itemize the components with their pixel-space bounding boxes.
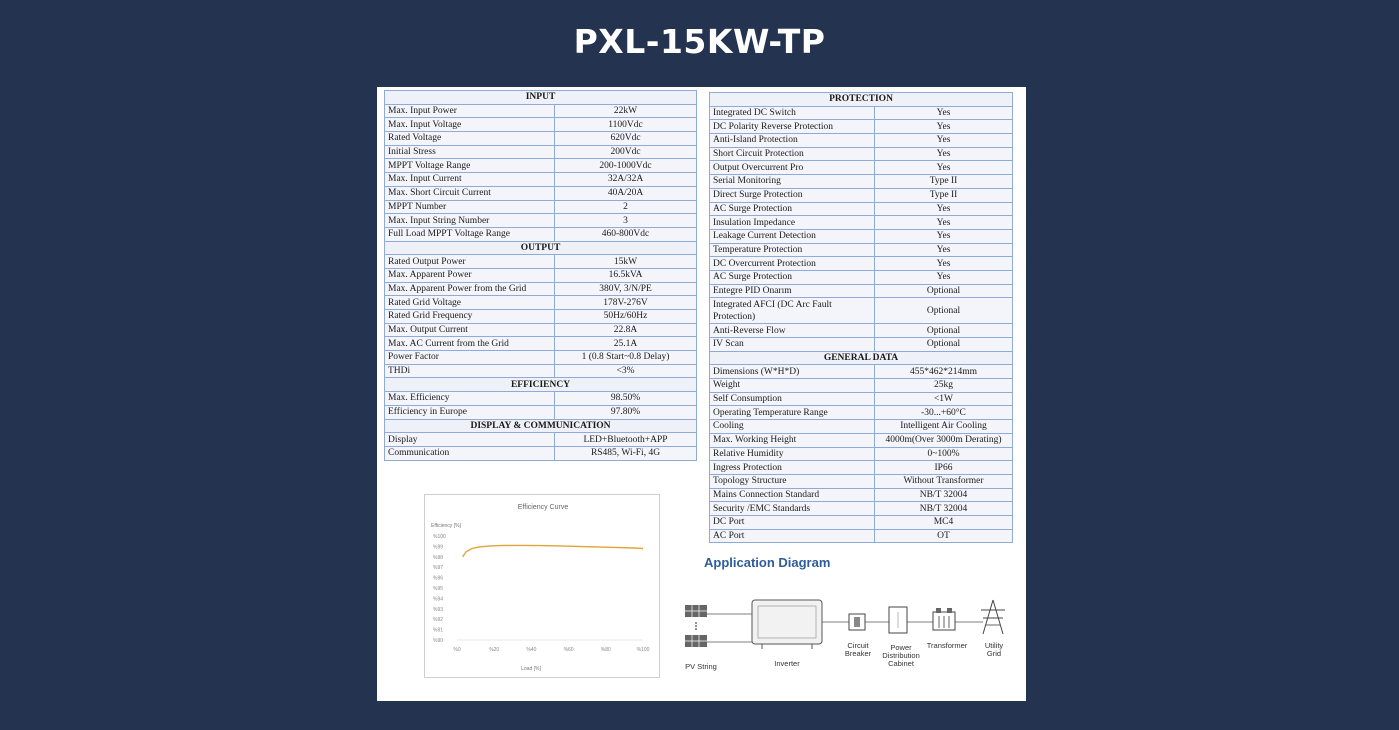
spec-value: Type II <box>875 188 1013 202</box>
label-pv-string: PV String <box>685 662 717 671</box>
x-tick-label: %60 <box>563 647 574 653</box>
spec-value: 16.5kVA <box>555 268 697 282</box>
spec-value: 25kg <box>875 379 1013 393</box>
spec-table-right <box>709 92 1013 543</box>
spec-row <box>385 255 697 269</box>
spec-row <box>710 365 1013 379</box>
spec-row <box>385 173 697 187</box>
spec-label: MPPT Voltage Range <box>385 159 555 173</box>
section-header-row <box>385 91 697 105</box>
spec-row <box>385 145 697 159</box>
spec-row <box>710 120 1013 134</box>
y-tick-label: %91 <box>433 627 444 634</box>
spec-value: 4000m(Over 3000m Derating) <box>875 433 1013 447</box>
x-tick-label: %20 <box>489 647 500 653</box>
spec-value: NB/T 32004 <box>875 488 1013 502</box>
spec-value: 3 <box>555 214 697 228</box>
spec-value: 22.8A <box>555 323 697 337</box>
spec-label: Rated Grid Frequency <box>385 310 555 324</box>
section-header: EFFICIENCY <box>385 378 697 392</box>
spec-label: Security /EMC Standards <box>710 502 875 516</box>
y-tick-label: %93 <box>433 606 444 613</box>
spec-row <box>710 515 1013 529</box>
y-tick-label: %100 <box>433 534 446 540</box>
spec-value: 620Vdc <box>555 132 697 146</box>
spec-value: 0~100% <box>875 447 1013 461</box>
spec-label: Ingress Protection <box>710 461 875 475</box>
spec-row <box>385 433 697 447</box>
spec-label: Integrated DC Switch <box>710 106 875 120</box>
spec-value: Yes <box>875 106 1013 120</box>
section-header: OUTPUT <box>385 241 697 255</box>
spec-row <box>385 310 697 324</box>
spec-value: Yes <box>875 243 1013 257</box>
spec-row <box>710 338 1013 352</box>
spec-label: Max. Input Current <box>385 173 555 187</box>
spec-row <box>710 379 1013 393</box>
y-tick-label: %96 <box>433 575 444 582</box>
y-tick-label: %94 <box>433 596 444 603</box>
spec-row <box>710 324 1013 338</box>
spec-label: Anti-Island Protection <box>710 134 875 148</box>
efficiency-chart <box>424 494 660 678</box>
spec-label: Dimensions (W*H*D) <box>710 365 875 379</box>
spec-label: Full Load MPPT Voltage Range <box>385 227 555 241</box>
circuit-breaker-icon <box>849 614 865 630</box>
spec-value: 455*462*214mm <box>875 365 1013 379</box>
label-power-distribution: Power Distribution Cabinet <box>882 643 920 668</box>
spec-label: Topology Structure <box>710 474 875 488</box>
spec-value: 50Hz/60Hz <box>555 310 697 324</box>
spec-row <box>385 405 697 419</box>
section-header: DISPLAY & COMMUNICATION <box>385 419 697 433</box>
spec-label: DC Overcurrent Protection <box>710 257 875 271</box>
spec-label: Initial Stress <box>385 145 555 159</box>
section-header-row <box>385 378 697 392</box>
spec-label: Max. Working Height <box>710 433 875 447</box>
spec-value: 1100Vdc <box>555 118 697 132</box>
spec-value: IP66 <box>875 461 1013 475</box>
spec-row <box>710 147 1013 161</box>
spec-label: Anti-Reverse Flow <box>710 324 875 338</box>
spec-label: Cooling <box>710 420 875 434</box>
spec-value: 15kW <box>555 255 697 269</box>
spec-value: 200-1000Vdc <box>555 159 697 173</box>
chart-title: Efficiency Curve <box>517 504 569 511</box>
spec-label: MPPT Number <box>385 200 555 214</box>
spec-row <box>710 216 1013 230</box>
spec-row <box>385 159 697 173</box>
spec-row <box>710 161 1013 175</box>
spec-row <box>710 134 1013 148</box>
spec-row <box>385 364 697 378</box>
spec-label: Self Consumption <box>710 392 875 406</box>
spec-value: Optional <box>875 324 1013 338</box>
spec-row <box>710 474 1013 488</box>
spec-value: Yes <box>875 161 1013 175</box>
y-tick-label: %97 <box>433 565 444 572</box>
section-header: PROTECTION <box>710 93 1013 107</box>
spec-row <box>385 118 697 132</box>
spec-value: NB/T 32004 <box>875 502 1013 516</box>
x-tick-label: %40 <box>526 647 537 653</box>
spec-row <box>710 433 1013 447</box>
spec-label: AC Surge Protection <box>710 270 875 284</box>
spec-label: Direct Surge Protection <box>710 188 875 202</box>
spec-row <box>710 270 1013 284</box>
spec-value: RS485, Wi-Fi, 4G <box>555 446 697 460</box>
spec-row <box>385 296 697 310</box>
spec-value: Yes <box>875 134 1013 148</box>
spec-value: Optional <box>875 298 1013 324</box>
spec-value: 2 <box>555 200 697 214</box>
spec-value: Yes <box>875 147 1013 161</box>
application-diagram <box>677 552 1017 692</box>
spec-value: 25.1A <box>555 337 697 351</box>
spec-row <box>385 200 697 214</box>
spec-row <box>710 406 1013 420</box>
spec-value: Yes <box>875 202 1013 216</box>
pv-panel-icon <box>685 605 707 647</box>
spec-value: 1 (0.8 Start~0.8 Delay) <box>555 351 697 365</box>
spec-value: Yes <box>875 229 1013 243</box>
label-transformer: Transformer <box>926 641 968 650</box>
spec-row <box>710 461 1013 475</box>
spec-label: Temperature Protection <box>710 243 875 257</box>
spec-value: 97.80% <box>555 405 697 419</box>
section-header: GENERAL DATA <box>710 351 1013 365</box>
spec-row <box>385 104 697 118</box>
y-tick-label: %90 <box>433 638 444 644</box>
spec-label: Display <box>385 433 555 447</box>
spec-label: Weight <box>710 379 875 393</box>
spec-row <box>710 420 1013 434</box>
spec-label: Max. AC Current from the Grid <box>385 337 555 351</box>
spec-value: Yes <box>875 270 1013 284</box>
spec-row <box>710 447 1013 461</box>
x-tick-label: %100 <box>636 647 650 653</box>
spec-value: Yes <box>875 216 1013 230</box>
spec-label: Max. Apparent Power <box>385 268 555 282</box>
spec-label: Max. Input Voltage <box>385 118 555 132</box>
page-title: PXL-15KW-TP <box>573 22 826 61</box>
spec-label: Max. Input String Number <box>385 214 555 228</box>
spec-label: Efficiency in Europe <box>385 405 555 419</box>
spec-value: Without Transformer <box>875 474 1013 488</box>
section-header: INPUT <box>385 91 697 105</box>
spec-row <box>385 337 697 351</box>
spec-row <box>385 282 697 296</box>
spec-label: Entegre PID Onarım <box>710 284 875 298</box>
spec-row <box>385 446 697 460</box>
spec-row <box>385 268 697 282</box>
spec-row <box>710 106 1013 120</box>
section-header-row <box>385 419 697 433</box>
spec-label: AC Port <box>710 529 875 543</box>
spec-value: LED+Bluetooth+APP <box>555 433 697 447</box>
spec-row <box>710 298 1013 324</box>
spec-row <box>710 202 1013 216</box>
label-utility-grid: Utility Grid <box>984 641 1004 658</box>
spec-label: Mains Connection Standard <box>710 488 875 502</box>
x-tick-label: %0 <box>453 647 461 653</box>
spec-row <box>710 284 1013 298</box>
section-header-row <box>710 93 1013 107</box>
x-axis-label: Load [%] <box>521 666 541 672</box>
spec-row <box>710 257 1013 271</box>
spec-row <box>385 392 697 406</box>
section-header-row <box>710 351 1013 365</box>
section-header-row <box>385 241 697 255</box>
spec-label: Relative Humidity <box>710 447 875 461</box>
spec-value: Type II <box>875 175 1013 189</box>
spec-row <box>710 229 1013 243</box>
spec-label: Output Overcurrent Pro <box>710 161 875 175</box>
spec-row <box>385 323 697 337</box>
y-axis-label: Efficiency [%] <box>431 523 461 529</box>
spec-label: Max. Efficiency <box>385 392 555 406</box>
spec-label: Max. Input Power <box>385 104 555 118</box>
spec-row <box>385 132 697 146</box>
spec-label: Short Circuit Protection <box>710 147 875 161</box>
spec-label: Rated Voltage <box>385 132 555 146</box>
spec-value: -30...+60°C <box>875 406 1013 420</box>
spec-label: Serial Monitoring <box>710 175 875 189</box>
spec-value: OT <box>875 529 1013 543</box>
spec-value: Optional <box>875 284 1013 298</box>
spec-value: <3% <box>555 364 697 378</box>
y-tick-label: %92 <box>433 617 444 624</box>
spec-table-left <box>384 90 697 461</box>
diagram-drawing <box>677 552 1017 692</box>
spec-label: Operating Temperature Range <box>710 406 875 420</box>
label-inverter: Inverter <box>774 659 800 668</box>
y-tick-label: %99 <box>433 544 444 551</box>
spec-value: Intelligent Air Cooling <box>875 420 1013 434</box>
spec-label: Max. Short Circuit Current <box>385 186 555 200</box>
spec-label: Rated Output Power <box>385 255 555 269</box>
spec-value: 460-800Vdc <box>555 227 697 241</box>
spec-row <box>710 529 1013 543</box>
spec-value: 178V-276V <box>555 296 697 310</box>
spec-label: Rated Grid Voltage <box>385 296 555 310</box>
spec-row <box>710 243 1013 257</box>
efficiency-series-line <box>463 545 643 556</box>
spec-value: Yes <box>875 120 1013 134</box>
distribution-cabinet-icon <box>889 607 907 633</box>
spec-label: AC Surge Protection <box>710 202 875 216</box>
spec-row <box>385 351 697 365</box>
spec-row <box>385 186 697 200</box>
spec-row <box>710 175 1013 189</box>
spec-label: DC Polarity Reverse Protection <box>710 120 875 134</box>
spec-label: Insulation Impedance <box>710 216 875 230</box>
spec-label: IV Scan <box>710 338 875 352</box>
spec-row <box>710 188 1013 202</box>
spec-value: Yes <box>875 257 1013 271</box>
utility-grid-icon <box>981 600 1005 634</box>
spec-label: THDi <box>385 364 555 378</box>
spec-value: 380V, 3/N/PE <box>555 282 697 296</box>
spec-value: 98.50% <box>555 392 697 406</box>
y-tick-label: %98 <box>433 554 444 561</box>
spec-value: <1W <box>875 392 1013 406</box>
spec-label: Max. Apparent Power from the Grid <box>385 282 555 296</box>
spec-value: 200Vdc <box>555 145 697 159</box>
spec-value: Optional <box>875 338 1013 352</box>
x-tick-label: %80 <box>600 647 611 653</box>
transformer-icon <box>933 608 955 630</box>
spec-value: 40A/20A <box>555 186 697 200</box>
spec-value: MC4 <box>875 515 1013 529</box>
spec-label: Leakage Current Detection <box>710 229 875 243</box>
inverter-icon <box>752 600 822 649</box>
efficiency-chart-svg <box>425 495 661 679</box>
spec-row <box>710 502 1013 516</box>
spec-label: Communication <box>385 446 555 460</box>
spec-label: Max. Output Current <box>385 323 555 337</box>
spec-value: 22kW <box>555 104 697 118</box>
y-tick-label: %95 <box>433 586 444 592</box>
spec-label: DC Port <box>710 515 875 529</box>
spec-row <box>385 227 697 241</box>
spec-label: Power Factor <box>385 351 555 365</box>
diagram-title: Application Diagram <box>704 555 831 570</box>
spec-row <box>385 214 697 228</box>
spec-row <box>710 392 1013 406</box>
spec-row <box>710 488 1013 502</box>
spec-label: Integrated AFCI (DC Arc Fault Protection) <box>710 298 875 324</box>
datasheet <box>377 87 1026 701</box>
spec-value: 32A/32A <box>555 173 697 187</box>
label-circuit-breaker: Circuit Breaker <box>844 641 872 658</box>
